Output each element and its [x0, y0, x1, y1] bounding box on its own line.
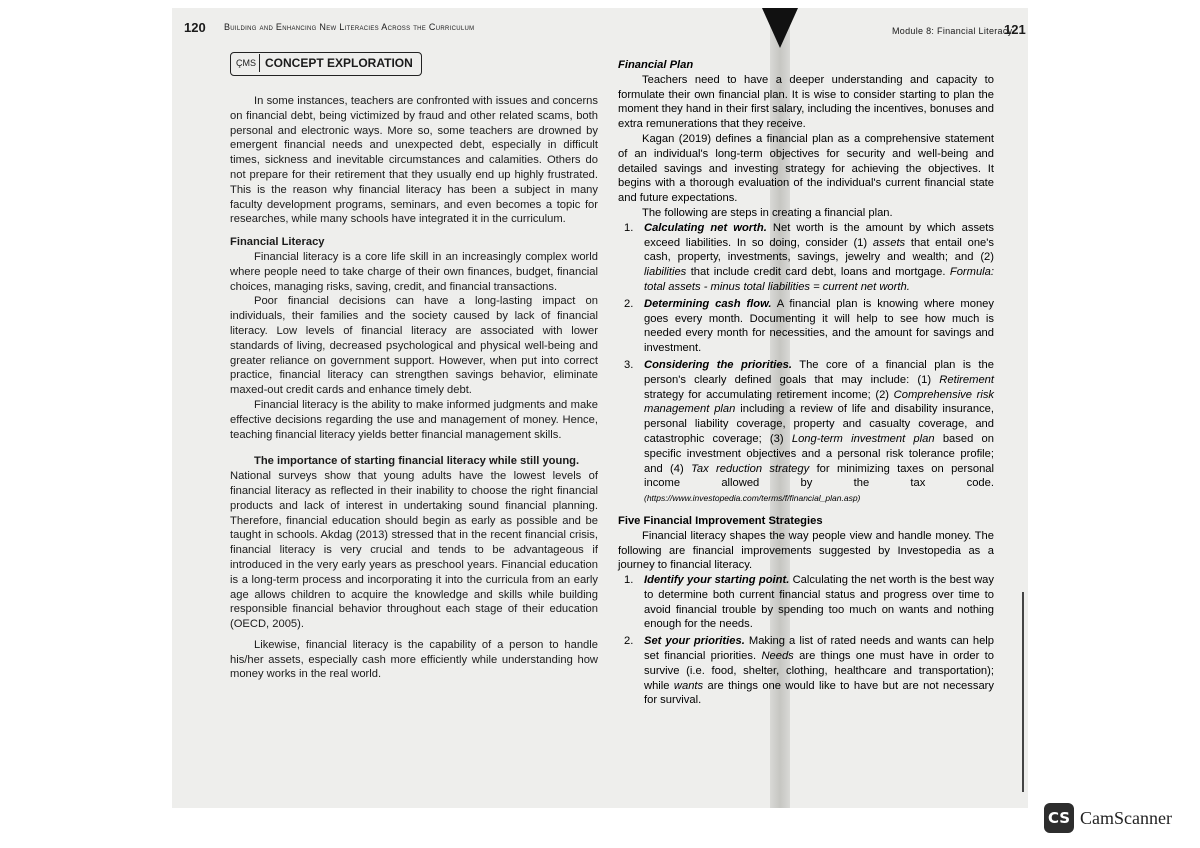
camscanner-logo-icon: CS	[1044, 803, 1074, 833]
financial-plan-steps	[618, 221, 994, 506]
heading-financial-literacy: Financial Literacy	[230, 236, 325, 249]
source-link: (https://www.investopedia.com/terms/f/financial_plan.asp)	[644, 493, 861, 504]
right-body-text	[618, 58, 994, 710]
paragraph: In some instances, teachers are confronted with issues and concerns on financial debt, being victimized by fraud and other related scams, both personal and electronic ways. More so, some teachers are drowned by emergent financial needs and unexpected debt, especially in difficult times, sickness and inevitable circumstances and calamities. Others do not prepare for their retirement that they usually end up highly frustrated. This is the reason why financial literacy has been a subject in many faculty development programs, seminars, and even becomes a topic for researches, while many schools have integrated it in the curriculum.	[230, 95, 598, 226]
heading-starting-young: The importance of starting financial literacy while still young.	[254, 455, 580, 468]
paragraph: The following are steps in creating a financial plan.	[642, 206, 893, 219]
concept-icon: ÇMS	[233, 54, 260, 72]
heading-five-strategies: Five Financial Improvement Strategies	[618, 514, 823, 527]
camscanner-watermark: CamScanner	[1080, 808, 1172, 828]
paragraph: Financial literacy is a core life skill in an increasingly complex world where people need to take charge of their own finances, budget, financial choices, managing risks, saving, credit, and financial transactions.	[230, 250, 598, 293]
right-page: Module 8: Financial Literacy 121	[892, 22, 1026, 37]
concept-label: CONCEPT EXPLORATION	[265, 56, 413, 70]
list-item: 2. Determining cash flow. A financial plan is knowing where money goes every month. Documenting it will help to see how much is needed every month for necessities, and the amount for savings and investment.	[624, 297, 995, 355]
paragraph: Financial literacy shapes the way people view and handle money. The following are financial improvements suggested by Investopedia as a journey to financial literacy.	[618, 529, 994, 572]
list-item: 2. Set your priorities. Making a list of rated needs and wants can help set financial priorities. Needs are things one must have in order to survive (i.e. food, shelter, clothing, healthcare and transportation); while wants are things one would like to have but are not necessary for survival.	[624, 635, 994, 707]
left-page-number: 120	[184, 20, 206, 35]
left-body-text	[230, 94, 598, 682]
paragraph: Teachers need to have a deeper understanding and capacity to formulate their own financial plan. It is wise to consider starting to plan the moment they hand in their first salary, including the incentives, bonuses and extra remunerations that they receive.	[618, 73, 994, 131]
list-item: 1. Identify your starting point. Calculating the net worth is the best way to determine both current financial status and progress over time to avoid financial trouble by spending too much on wants and nothing enough for the needs.	[624, 574, 994, 631]
book-spread	[172, 8, 1028, 808]
list-item: 1. Calculating net worth. Net worth is the amount by which assets exceed liabilities. In so doing, consider (1) assets that entail one's cash, property, investments, savings, jewelry and wealth; and (2) liabilities that include credit card debt, loans and mortgage. Formula: total assets - minus total liabilities = current net worth.	[624, 221, 994, 293]
heading-financial-plan: Financial Plan	[618, 59, 694, 71]
concept-exploration-box	[230, 52, 422, 76]
paragraph: Financial literacy is the ability to make informed judgments and make effective decisions regarding the use and management of money. Hence, teaching financial literacy yields better financial management skills.	[230, 398, 598, 441]
paragraph: Likewise, financial literacy is the capability of a person to handle his/her assets, especially cash more efficiently while understanding how money works in the real world.	[230, 638, 598, 681]
paragraph: National surveys show that young adults have the lowest levels of financial literacy as reflected in their inability to choose the right financial products and lack of interest in undertaking sound financial planning. Therefore, financial education should begin as early as possible and be taught in schools. Akdag (2013) stressed that in the recent financial crisis, financial literacy is very crucial and tends to be advantageous if introduced in the very early years as preschool years. Financial education is a long-term process and incorporating it into the curricula from an early age allows children to acquire the knowledge and skills while building responsible financial behavior throughout each stage of their education (OECD, 2005).	[230, 470, 598, 631]
paragraph: Kagan (2019) defines a financial plan as a comprehensive statement of an individual's long-term objectives for security and well-being and detailed savings and investing strategy for achieving the objectives. It begins with a thorough evaluation of the individual's current financial state and future expectations.	[618, 132, 994, 205]
left-running-head: Building and Enhancing New Literacies Across the Curriculum	[224, 22, 475, 32]
list-item: 3. Considering the priorities. The core of a financial plan is the person's clearly defined goals that may include: (1) Retirement strategy for accumulating retirement income; (2) Comprehensive risk management plan including a review of life and disability insurance, personal liability coverage, property and casualty coverage, and catastrophic coverage; (3) Long-term investment plan based on specific investment objectives and a personal risk tolerance profile; and (4) Tax reduction strategy for minimizing taxes on personal income allowed by the tax code. (https://www.investopedia.com/terms/f/financial_plan.asp)	[624, 358, 995, 504]
paragraph: Poor financial decisions can have a long-lasting impact on individuals, their families and the society caused by lack of financial literacy. Low levels of financial literacy are associated with lower standards of living, decreased psychological and physical well-being and greater reliance on government support. However, when put into correct practice, financial literacy can strengthen savings behavior, eliminate maxed-out credit cards and enhance timely debt.	[230, 295, 598, 397]
right-page-number: 121	[1004, 22, 1026, 37]
strategies-list	[618, 573, 994, 708]
margin-line	[1022, 592, 1024, 792]
